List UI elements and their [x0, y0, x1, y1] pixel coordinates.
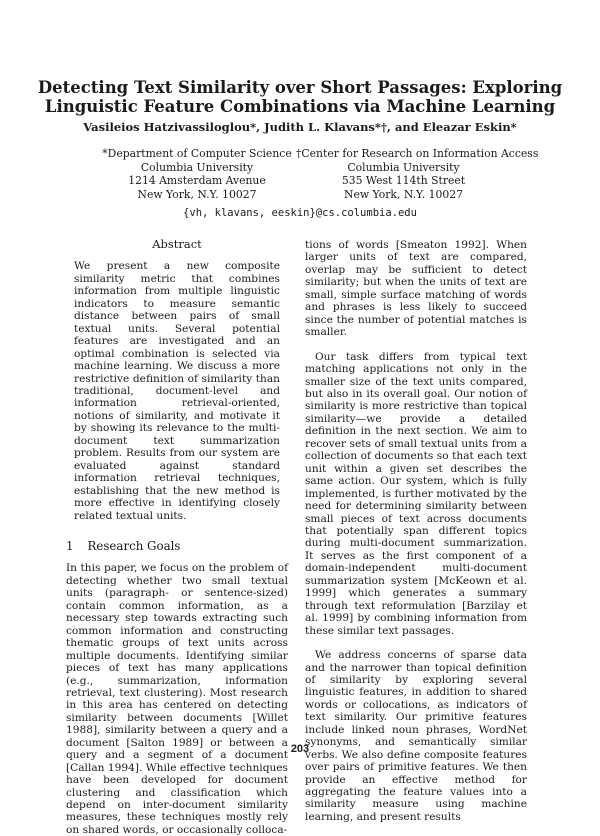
affiliation-line: Columbia University	[140, 160, 254, 174]
affiliation-cs	[102, 147, 292, 201]
page-number: 203	[290, 743, 310, 755]
affiliation-line: Columbia University	[347, 160, 460, 174]
affiliation-line: 1214 Amsterdam Avenue	[128, 174, 266, 188]
body-paragraph: We address concerns of sparse data and the narrower than topical definition of similarity by exploring several linguistic features, in addition to shared words or collocations, as indicators of text similarity. Our primitive features include linked noun phrases, WordNet synonyms, and semantically similar verbs. We also define composite features over pairs of primitive features. We then provide an effective method for aggregating the feature values into a similarity measure using machine learning, and present results	[305, 649, 527, 823]
section-number: 1	[66, 538, 74, 553]
section-title: Research Goals	[87, 538, 181, 553]
body-paragraph: Our task differs from typical text matching applications not only in the smaller size of the text units compared, but also in its overall goal. Our notion of similarity is more restrictive than topical similarity—we provide a detailed definition in the next section. We aim to recover sets of small textual units from a collection of documents so that each text unit within a given set describes the same action. Our system, which is fully implemented, is further motivated by the need for determining similarity between small pieces of text across documents that potentially span different topics during multi-document summarization. It serves as the first component of a domain-independent multi-document summarization system [McKeown et al. 1999] which generates a summary through text reformulation [Barzilay et al. 1999] by combining information from these similar text passages.	[305, 350, 527, 637]
body-paragraph: tions of words [Smeaton 1992]. When larger units of text are compared, overlap may be sufficient to detect similarity; but when the units of text are small, simple surface matching of words and phrases is less likely to succeed since the number of potential matches is smaller.	[305, 239, 527, 339]
paper-title	[0, 78, 600, 116]
author-list: Vasileios Hatzivassiloglou*, Judith L. Klavans*†, and Eleazar Eskin*	[83, 120, 517, 134]
affiliation-line: New York, N.Y. 10027	[344, 187, 463, 201]
title-line-1: Detecting Text Similarity over Short Passages: Exploring	[37, 78, 563, 97]
affiliation-line: New York, N.Y. 10027	[137, 187, 257, 201]
affiliation-line: 535 West 114th Street	[341, 174, 466, 188]
author-email: {vh, klavans, eeskin}@cs.columbia.edu	[183, 207, 417, 219]
abstract-text: We present a new composite similarity metric that combines information from multiple linguistic indicators to measure semantic distance between pairs of small textual units. Several potential features are investigated and an optimal combination is selected via machine learning. We discuss a more restrictive definition of similarity than traditional, document-level and information retrieval-oriented, notions of similarity, and motivate it by showing its relevance to the multi-document text summarization problem. Results from our system are evaluated against standard information retrieval techniques, establishing that the new method is more effective in identifying closely related textual units.	[74, 260, 280, 522]
title-line-2: Linguistic Feature Combinations via Machine Learning	[44, 97, 556, 116]
abstract-heading: Abstract	[152, 237, 202, 251]
affiliation-line: †Center for Research on Information Access	[296, 147, 539, 160]
affiliation-line: *Department of Computer Science	[102, 147, 292, 160]
body-paragraph: In this paper, we focus on the problem of detecting whether two small textual units (paragraph- or sentence-sized) contain common information, as a necessary step towards extracting such common information and constructing thematic groups of text units across multiple documents. Identifying similar pieces of text has many applications (e.g., summarization, information retrieval, text clustering). Most research in this area has centered on detecting similarity between documents [Willet 1988], similarity between a query and a document [Salton 1989] or between a query and a segment of a document [Callan 1994]. While effective techniques have been developed for document clustering and classification which depend on inter-document similarity measures, these techniques mostly rely on shared words, or occasionally colloca-	[66, 562, 288, 836]
section-heading	[66, 540, 288, 552]
affiliation-cria	[296, 147, 539, 201]
